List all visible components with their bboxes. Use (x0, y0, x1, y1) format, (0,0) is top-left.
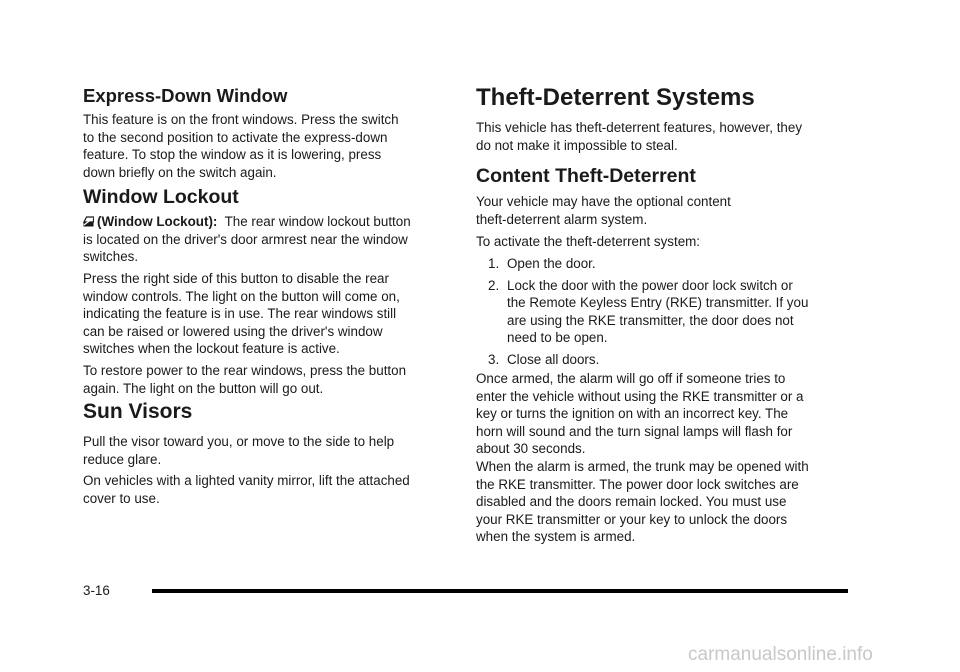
text-line: This feature is on the front windows. Press the switch (83, 112, 399, 127)
list-item (476, 277, 808, 347)
activate-instruction: To activate the theft-deterrent system: (476, 234, 701, 249)
text-line: When the alarm is armed, the trunk may be opened with (476, 459, 809, 474)
text-line: Once armed, the alarm will go off if someone tries to (476, 371, 786, 386)
text-line: enter the vehicle without using the RKE transmitter or a (476, 388, 804, 404)
express-down-heading: Express-Down Window (83, 85, 288, 106)
step-text: Close all doors. (507, 351, 600, 367)
vanity-mirror-paragraph (83, 472, 410, 507)
text-line: down briefly on the switch again. (83, 164, 277, 180)
text-line: do not make it impossible to steal. (476, 137, 678, 153)
sun-visors-paragraph (83, 433, 394, 468)
step-text: Open the door. (507, 256, 596, 271)
step-text: are using the RKE transmitter, the door does not (507, 312, 794, 328)
text-line: horn will sound and the turn signal lamps will flash for (476, 423, 793, 439)
lockout-press-paragraph (83, 270, 400, 358)
text-line: to the second position to activate the express-down (83, 129, 388, 145)
text-line: Pull the visor toward you, or move to the side to help (83, 434, 395, 449)
step-number: 1. (488, 256, 500, 271)
text-line: This vehicle has theft-deterrent features, however, they (476, 120, 803, 135)
sun-visors-heading: Sun Visors (83, 400, 193, 423)
text-line: On vehicles with a lighted vanity mirror, lift the attached (83, 473, 410, 488)
text-line: theft-deterrent alarm system. (476, 211, 648, 227)
text-line: reduce glare. (83, 451, 162, 467)
step-text: need to be open. (507, 330, 608, 346)
text-line: switches when the lockout feature is active. (83, 341, 340, 357)
text-line: when the system is armed. (476, 529, 636, 545)
step-number: 2. (488, 277, 500, 293)
theft-deterrent-systems-heading: Theft-Deterrent Systems (476, 84, 755, 111)
list-item (476, 255, 808, 273)
content-theft-deterrent-heading: Content Theft-Deterrent (476, 165, 696, 187)
step-text: the Remote Keyless Entry (RKE) transmitter. If you (507, 295, 809, 311)
window-lockout-heading: Window Lockout (83, 186, 239, 208)
trunk-paragraph (476, 458, 809, 546)
activation-steps-list (476, 255, 808, 369)
text-line: feature. To stop the window as it is lowering, press (83, 147, 382, 163)
text-line: about 30 seconds. (476, 441, 586, 457)
page-number: 3-16 (83, 583, 110, 598)
step-number: 3. (488, 351, 500, 367)
window-lockout-label: (Window Lockout): (97, 214, 218, 229)
text-line: key or turns the ignition on with an incorrect key. The (476, 406, 789, 422)
watermark-text: carmanualsonline.info (688, 644, 873, 665)
window-lockout-icon (83, 216, 94, 227)
express-down-paragraph (83, 111, 399, 181)
alarm-armed-paragraph (476, 370, 804, 458)
text-line: is located on the driver's door armrest near the window (83, 231, 408, 247)
text-line: Your vehicle may have the optional content (476, 194, 731, 209)
content-theft-paragraph (476, 193, 731, 228)
text-line: Press the right side of this button to disable the rear (83, 271, 389, 286)
text-line (83, 213, 411, 231)
list-item (476, 351, 808, 369)
text-line: disabled and the doors remain locked. You must use (476, 494, 787, 510)
text-line: switches. (83, 249, 139, 265)
step-text: Lock the door with the power door lock switch or (507, 277, 793, 293)
text-line: indicating the feature is in use. The rear windows still (83, 306, 397, 322)
text-line: window controls. The light on the button will come on, (83, 288, 400, 304)
text-line: To restore power to the rear windows, press the button (83, 363, 407, 378)
footer-divider (152, 589, 848, 593)
window-lockout-paragraph (83, 213, 411, 266)
text-line: again. The light on the button will go out. (83, 380, 324, 396)
text-fragment: The rear window lockout button (224, 214, 411, 229)
text-line: your RKE transmitter or your key to unlock the doors (476, 511, 788, 527)
text-line: can be raised or lowered using the driver's window (83, 323, 383, 339)
text-line: cover to use. (83, 490, 160, 506)
text-line: the RKE transmitter. The power door lock switches are (476, 476, 799, 492)
lockout-restore-paragraph (83, 362, 406, 397)
theft-deterrent-paragraph (476, 119, 802, 154)
